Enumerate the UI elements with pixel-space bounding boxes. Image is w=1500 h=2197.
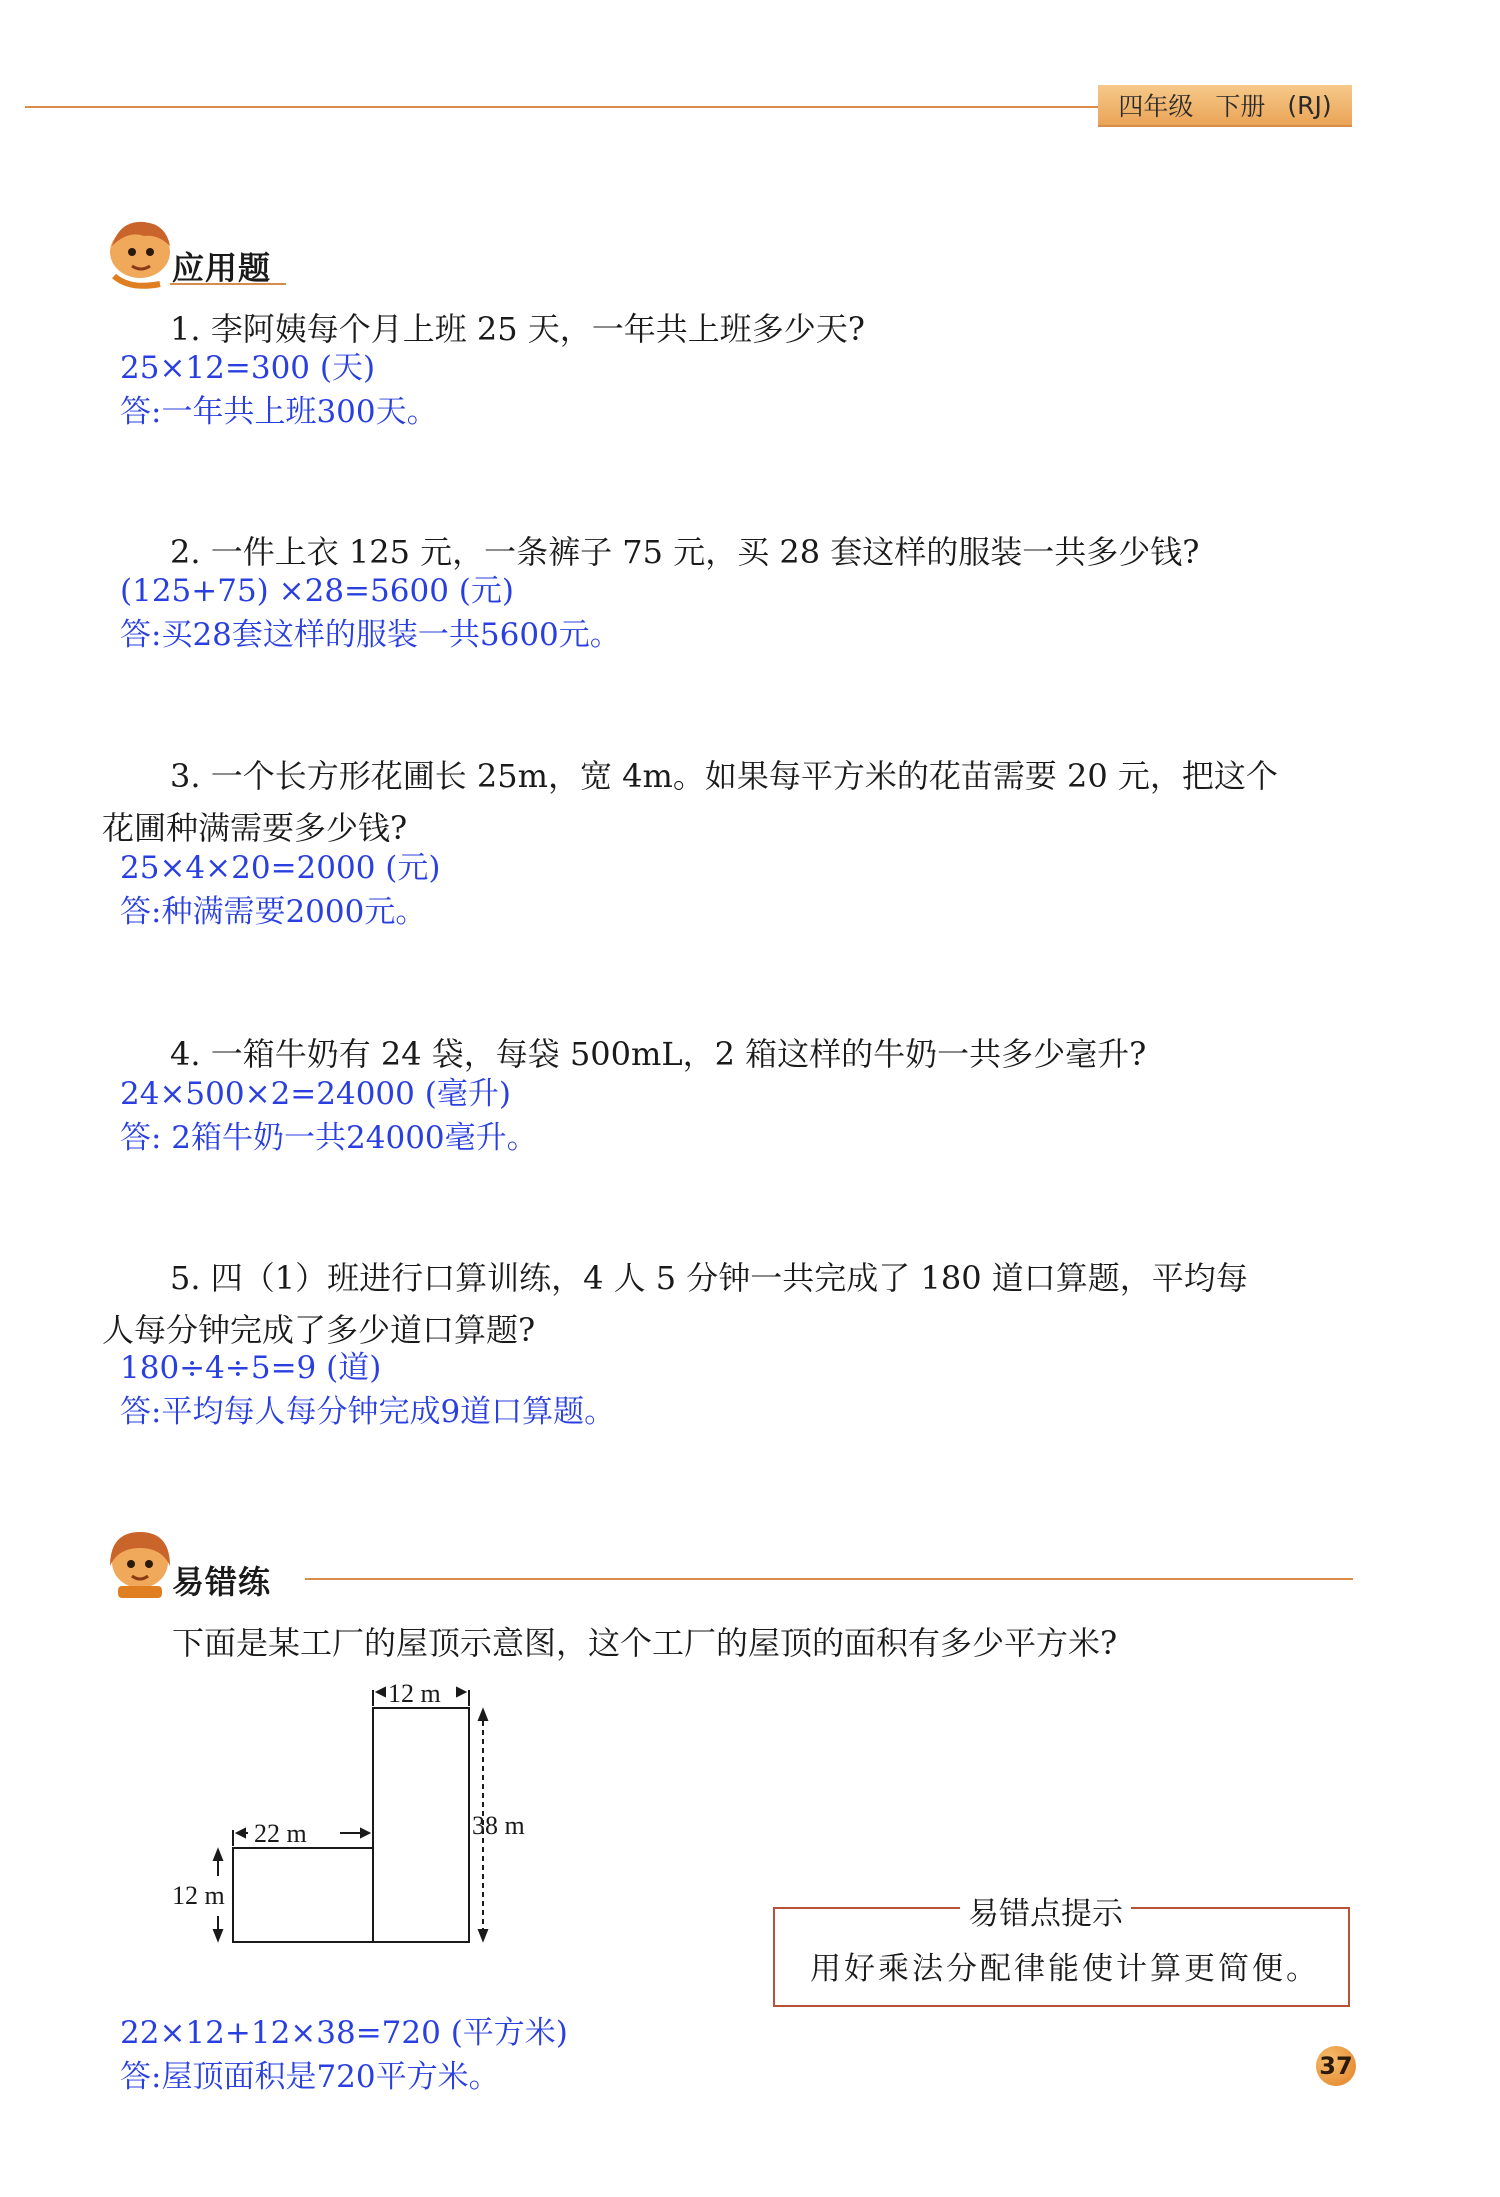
roof-left-rect (233, 1848, 373, 1942)
answer-sentence: 答:种满需要2000元。 (120, 894, 427, 930)
header-tab (1098, 85, 1352, 127)
label-top-width: 12 m (388, 1679, 441, 1708)
answer-5 (120, 1346, 615, 1434)
header-edition: (RJ) (1287, 90, 1332, 120)
header-volume: 下册 (1215, 92, 1266, 121)
header-rule (25, 106, 1120, 108)
answer-equation: 180÷4÷5=9 (道) (120, 1350, 382, 1386)
tip-title: 易错点提示 (960, 1888, 1131, 1933)
answer-3 (120, 846, 440, 934)
error-practice-question: 下面是某工厂的屋顶示意图，这个工厂的屋顶的面积有多少平方米? (172, 1624, 1118, 1662)
section-rule (305, 1578, 1353, 1580)
answer-equation: 22×12+12×38=720 (平方米) (120, 2015, 568, 2051)
roof-diagram (170, 1660, 560, 1960)
question-line: 4. 一箱牛奶有 24 袋，每袋 500mL，2 箱这样的牛奶一共多少毫升? (170, 1035, 1147, 1073)
section-title-applications: 应用题 (172, 249, 272, 287)
answer-1 (120, 346, 438, 434)
question-line: 1. 李阿姨每个月上班 25 天，一年共上班多少天? (170, 310, 865, 348)
label-left-height: 12 m (172, 1881, 225, 1910)
question-line: 3. 一个长方形花圃长 25m，宽 4m。如果每平方米的花苗需要 20 元，把这个 (170, 757, 1278, 795)
question-3 (102, 750, 1362, 854)
answer-4 (120, 1072, 538, 1160)
tip-text: 用好乘法分配律能使计算更简便。 (810, 1951, 1320, 1987)
header-grade: 四年级 (1118, 92, 1194, 121)
error-practice-answer (120, 2011, 568, 2099)
cartoon-girl-icon (100, 1522, 180, 1602)
answer-sentence: 答:买28套这样的服装一共5600元。 (120, 617, 621, 653)
label-left-width: 22 m (254, 1819, 307, 1848)
answer-sentence: 答:平均每人每分钟完成9道口算题。 (120, 1394, 616, 1430)
answer-equation: 25×4×20=2000 (元) (120, 850, 441, 886)
section-title-error-practice: 易错练 (172, 1563, 272, 1601)
page-number: 37 (1316, 2046, 1356, 2086)
answer-2 (120, 569, 621, 657)
answer-sentence: 答:一年共上班300天。 (120, 394, 438, 430)
answer-sentence: 答:屋顶面积是720平方米。 (120, 2059, 500, 2095)
cartoon-boy-icon (100, 212, 180, 292)
roof-right-rect (373, 1708, 469, 1942)
label-height-right: 38 m (472, 1811, 525, 1840)
question-line: 花圃种满需要多少钱? (102, 809, 408, 847)
section-title-underline (170, 283, 286, 285)
question-5 (102, 1252, 1362, 1356)
answer-equation: (125+75) ×28=5600 (元) (120, 573, 514, 609)
answer-sentence: 答: 2箱牛奶一共24000毫升。 (120, 1120, 538, 1156)
question-line: 5. 四（1）班进行口算训练，4 人 5 分钟一共完成了 180 道口算题，平均每 (170, 1259, 1248, 1297)
answer-equation: 25×12=300 (天) (120, 350, 376, 386)
question-line: 2. 一件上衣 125 元，一条裤子 75 元，买 28 套这样的服装一共多少钱? (170, 533, 1200, 571)
question-line: 人每分钟完成了多少道口算题? (102, 1311, 536, 1349)
answer-equation: 24×500×2=24000 (毫升) (120, 1076, 511, 1112)
